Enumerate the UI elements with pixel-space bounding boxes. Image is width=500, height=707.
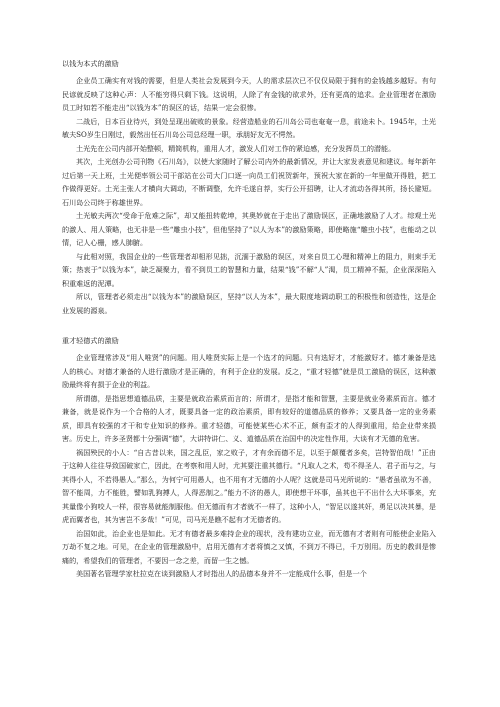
paragraph: 祸国殃民的小人：“自古昔以来，国之乱臣，家之败子，才有余而德不足，以至于颠覆者多矣，岂特智伯哉！”正由于这种人往往导致国破家亡，因此，在考察和用人时，尤其要注重其德行。“凡取人之术，苟不得圣人、君子而与之，与其得小人，不若得愚人。”那么，为何宁可用愚人，也不用有才无德的小人呢？这就是司马光所说的：“愚者虽欲为不善，智不能周，力不能胜，譬如乳狗搏人，人得恶制之。”能力不济的愚人，即使想干坏事，虽其也干不出什么大坏事来，充其量像小狗咬人一样，很容易就能制服他。但无德而有才者就不一样了，这种小人，“智足以遂其奸，勇足以决其暴，是虎而翼者也，其为害岂不多哉！”可见，司马光是瞧不起有才无德者的。 xyxy=(62,447,436,524)
section-spacer xyxy=(62,317,436,335)
document-body xyxy=(62,58,436,581)
paragraph: 企业管理常涉及“用人唯贤”的问题。用人唯贤实际上是一个选才的问题。只有选好才，才能激好才。德才兼备是选人的核心。对德才兼备的人进行激励才是正确的，有利于企业的发展。反之，“重才轻德”就是员工激励的误区，这种激励最终将有损于企业的利益。 xyxy=(62,353,436,389)
section-heading: 重才轻德式的激励 xyxy=(62,336,119,345)
paragraph: 企业员工确实有对钱的需要，但是人类社会发展到今天，人的需求层次已不仅仅局限于拥有的金钱越多越好。有句民谚就反映了这种心声：人不能穷得只剩下钱。这说明，人除了有金钱的欲求外，还有更高的追求。企业管理者在激励员工时如若不能走出“以钱为本”的误区的话，结果一定会很惨。 xyxy=(62,76,436,112)
paragraph: 土光敏夫两次“受命于危难之际”，却又能扭转乾坤，其奥妙就在于走出了激励误区，正确地激励了人才。综观土光的激人、用人策略，也无非是一些“雕虫小技”，但他坚持了“以人为本”的激励策略，即使略施“雕虫小技”，也能动之以情，记人心栅，感人肺腑。 xyxy=(62,211,436,247)
section-heading: 以钱为本式的激励 xyxy=(62,59,119,68)
paragraph: 其次，土光创办公司刊物《石川岛》，以使大家随时了解公司内外的最新情况，并让大家发表意见和建议。每年新年过后第一天上班，土光便率领公司干部站在公司大门口逐一向员工们祝贺新年，预祝大家在新的一年里做开得胜，把工作做得更好。土光主张人才横向大调动，不断调整，允许毛遂自荐，实行公开招聘，让人才流动各得其所，扬长避短。石川岛公司终于称雄世界。 xyxy=(62,157,436,207)
paragraph: 二战后，日本百业待兴，到处呈现出破败的景象。经营造船业的石川岛公司也奄奄一息，前途未卜。1945年，土光敏夫SO岁生日刚过，毅然出任石川岛公司总经理一职，承朋好友无不愕然。 xyxy=(62,116,436,139)
paragraph: 土光先在公司内部开始整顿，精简机构，重用人才，激发人们对工作的紧迫感，充分发挥员工的潜能。 xyxy=(76,143,396,153)
paragraph: 所以，管理者必须走出“以钱为本”的激励误区，坚持“以人为本”，最大限度地调动职工的积极性和创造性，这是企业发展的源泉。 xyxy=(62,292,436,315)
paragraph: 所谓德，是指思想道德品质，主要是就政治素质而言的；所谓才，是指才能和智慧，主要是就业务素质而言。德才兼备，就是说作为一个合格的人才，既要具备一定的政治素质，即有较好的道德品质的修养；又要具备一定的业务素质，即具有较强的才干和专业知识的修养。重才轻德，可能使某些心术不正，颇有歪才的人得到重用，给企业带来损害。历史上，许多圣贤都十分强调“德”，大讲特讲仁、义、道德品质在治国中的决定性作用，大谈有才无德的危害。 xyxy=(62,393,436,443)
paragraph: 与此相对照，我国企业的一些管理者却相形见拙，沉湎于激励的误区，对来自员工心理和精神上的阻力，则束手无策；热衷于“以钱为本”，缺乏凝聚力，看不到员工的智慧和力量，结果“钱”不解“人”渴，员工精神不振，企业深深陷入积重难返的泥潭。 xyxy=(62,251,436,288)
paragraph: 美国著名管理学家杜拉克在谈到激励人才时指出人的品德本身并不一定能成什么事，但是一个 xyxy=(76,569,367,578)
paragraph: 治国如此，治企业也是如此。无才有德者最多难持企业的现状，没有建功立业，而无德有才者则有可能使企业陷入万劫不复之地。可见，在企业的管理激励中，启用无德有才者将慎之又慎，不到万不得已，千万别用。历史的教训是惨痛的，希望我们的管理者，不要因一念之差，而留一生之憾。 xyxy=(62,528,436,565)
section-talent-over-virtue-incentive xyxy=(62,335,436,581)
section-money-based-incentive xyxy=(62,58,436,317)
